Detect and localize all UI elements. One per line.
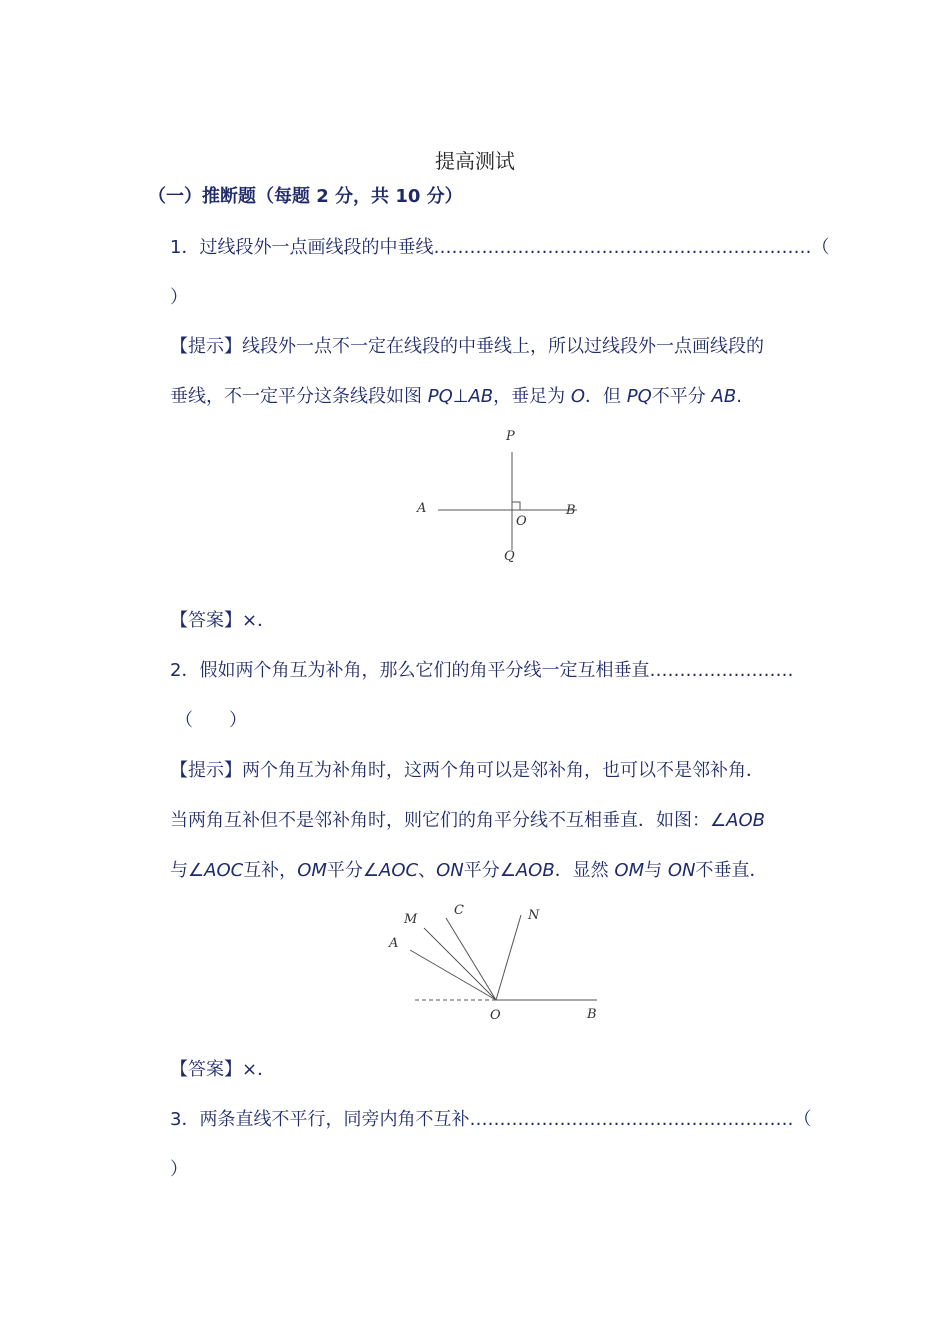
hint-text: ．显然 xyxy=(554,860,615,881)
question-1-hint-line-2 xyxy=(170,384,742,410)
angle-aoc: ∠AOC xyxy=(362,860,419,881)
question-1-paren-close: ） xyxy=(170,287,188,308)
question-3-text: 3．两条直线不平行，同旁内角不互补 xyxy=(170,1109,470,1130)
label-p: P xyxy=(506,429,515,444)
question-3-paren-close: ） xyxy=(170,1159,188,1180)
label-n: N xyxy=(528,908,540,923)
segment-ab: AB xyxy=(711,386,737,407)
hint-text: 互补， xyxy=(243,860,298,881)
hint-text: 当两角互补但不是邻补角时，则它们的角平分线不互相垂直．如图： xyxy=(170,810,710,831)
question-1 xyxy=(170,235,829,261)
right-angle-mark xyxy=(512,502,520,510)
ray-on: ON xyxy=(436,860,464,881)
question-2 xyxy=(170,658,793,684)
hint-text: 、 xyxy=(418,860,437,881)
hint-text: 平分 xyxy=(463,860,500,881)
label-m: M xyxy=(404,912,418,927)
point-o: O xyxy=(570,386,586,407)
question-2-dots: …………………… xyxy=(649,660,794,681)
hint-text: 与 xyxy=(644,860,668,881)
question-1-text: 1．过线段外一点画线段的中垂线 xyxy=(170,237,434,258)
label-b: B xyxy=(566,503,576,518)
question-2-hint-line-3 xyxy=(170,858,768,884)
question-1-dots: ………………………………………………………（ xyxy=(433,237,830,258)
label-a: A xyxy=(417,501,427,516)
page-title: 提高测试 xyxy=(435,149,515,173)
question-1-hint-line-1 xyxy=(170,334,764,360)
hint-text: 不垂直． xyxy=(695,860,768,881)
label-o: O xyxy=(490,1008,501,1023)
question-2-hint-line-1 xyxy=(170,758,764,784)
segment-pq: PQ xyxy=(427,386,453,407)
hint-label: 【提示】 xyxy=(170,760,242,781)
angle-aob: ∠AOB xyxy=(499,860,555,881)
hint-text: 与 xyxy=(170,860,188,881)
hint-text: 不平分 xyxy=(651,386,712,407)
figure-angle-bisectors xyxy=(380,895,610,1030)
question-2-text: 2．假如两个角互为补角，那么它们的角平分线一定互相垂直 xyxy=(170,660,650,681)
label-q: Q xyxy=(504,549,515,564)
question-2-paren: （ ） xyxy=(175,710,247,731)
label-o: O xyxy=(516,514,527,529)
hint-label: 【提示】 xyxy=(170,336,242,357)
label-c: C xyxy=(454,903,464,918)
question-2-answer: 【答案】×． xyxy=(170,1059,276,1080)
question-2-hint-line-2 xyxy=(170,808,765,834)
hint-text: 两个角互为补角时，这两个角可以是邻补角，也可以不是邻补角． xyxy=(242,760,764,781)
hint-text: 平分 xyxy=(326,860,363,881)
segment-pq: PQ xyxy=(626,386,652,407)
angle-aob: ∠AOB xyxy=(710,810,765,831)
ray-om: OM xyxy=(297,860,327,881)
figure-perpendicular xyxy=(405,420,595,570)
ray-on-line xyxy=(496,915,521,1000)
ray-on: ON xyxy=(667,860,696,881)
hint-text: 垂线，不一定平分这条线段如图 xyxy=(170,386,428,407)
label-a: A xyxy=(389,936,399,951)
ray-oc xyxy=(446,918,496,1000)
hint-text: ．但 xyxy=(585,386,627,407)
question-1-answer: 【答案】×． xyxy=(170,610,276,631)
perp-symbol: ⊥ xyxy=(452,386,469,407)
label-b: B xyxy=(587,1007,597,1022)
hint-text: ，垂足为 xyxy=(493,386,571,407)
section-heading: （一）推断题（每题 2 分，共 10 分） xyxy=(148,186,463,207)
ray-om: OM xyxy=(614,860,645,881)
segment-ab: AB xyxy=(468,386,494,407)
hint-text: 线段外一点不一定在线段的中垂线上，所以过线段外一点画线段的 xyxy=(242,336,764,357)
hint-text: . xyxy=(736,386,742,407)
angle-aoc: ∠AOC xyxy=(188,860,244,881)
question-3 xyxy=(170,1107,811,1133)
question-3-dots: ………………………………………………（ xyxy=(469,1109,812,1130)
